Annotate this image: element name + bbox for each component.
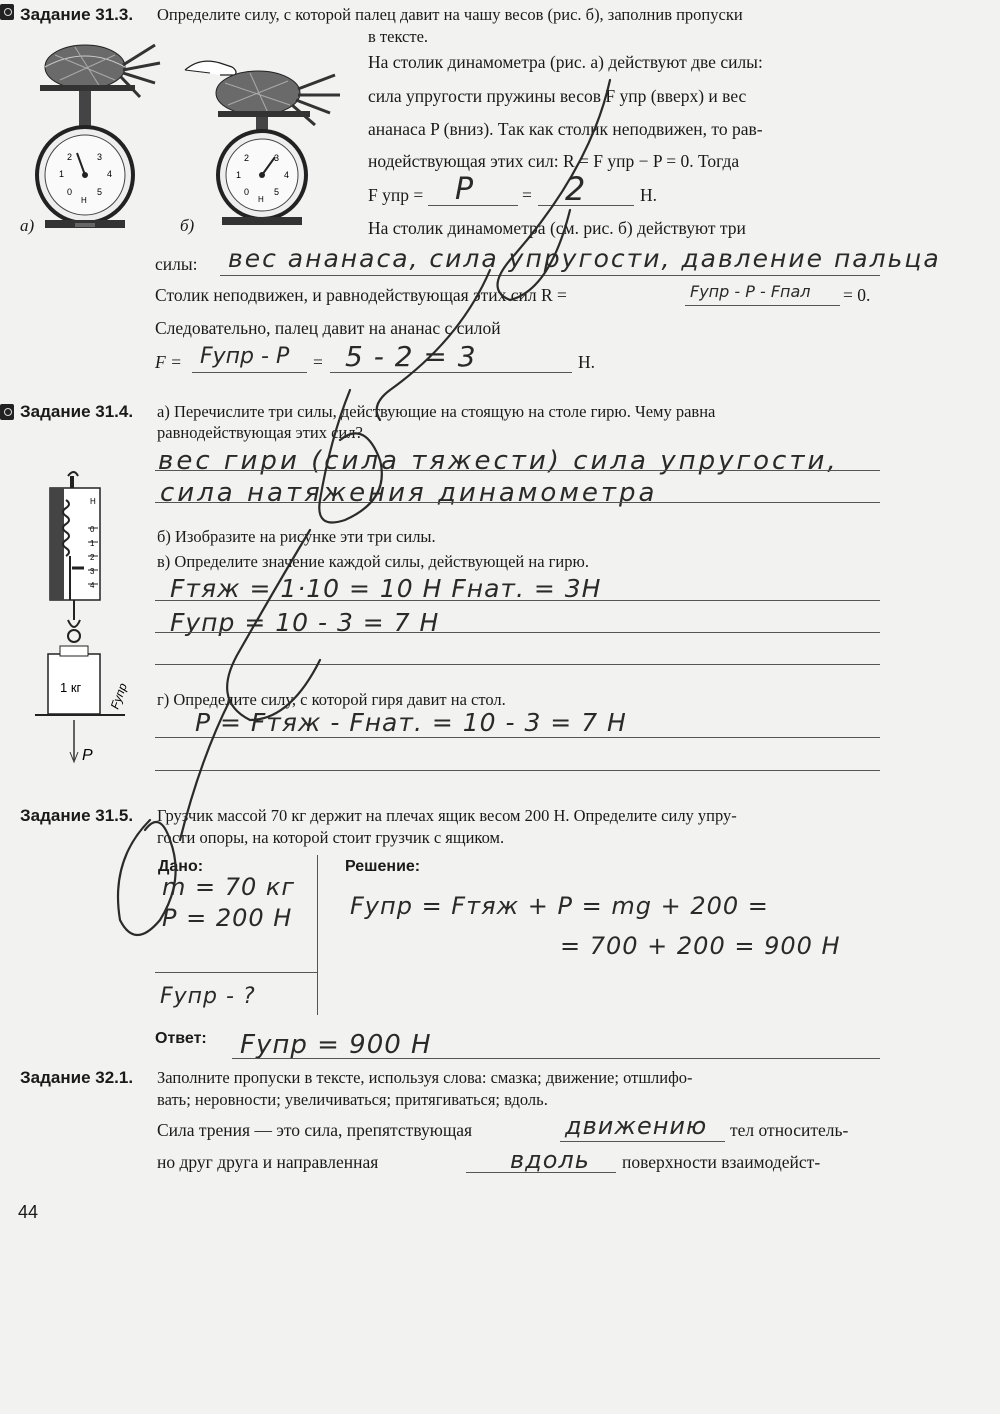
v-answer2: Fупр = 10 - 3 = 7 Н (170, 608, 440, 637)
svg-text:4: 4 (284, 170, 290, 180)
fupr-answer2: 2 (565, 170, 587, 208)
fig-fupr-label: Fупр (107, 681, 130, 712)
task-31-5-line1: Грузчик массой 70 кг держит на плечах ящик весом 200 Н. Определите силу упру- (157, 806, 737, 825)
scale-mark: Н (90, 497, 96, 506)
scale-mark: 1 (90, 539, 95, 548)
task-31-3-prompt-line1: Определите силу, с которой палец давит на чашу весов (рис. б), заполнив пропуски (157, 5, 743, 24)
task-31-4-label: Задание 31.4. (20, 402, 134, 421)
still-line-prefix: Столик неподвижен, и равнодействующая этих сил R = (155, 285, 567, 305)
para1-line2: сила упругости пружины весов F упр (вверх) и вес (368, 86, 747, 106)
svg-text:0: 0 (244, 187, 250, 197)
task-32-1-line4-suffix: поверхности взаимодейст- (622, 1152, 821, 1172)
task-31-3-prompt-line2: в тексте. (368, 27, 429, 46)
solution-line1: Fупр = Fтяж + P = mg + 200 = (350, 892, 769, 920)
scale-mark: 3 (90, 567, 95, 576)
f-eq: = (313, 352, 323, 372)
page-number: 44 (18, 1202, 39, 1222)
para1-line4: нодействующая этих сил: R = F упр − P = 0. Тогда (368, 151, 740, 171)
g-line: г) Определите силу, с которой гиря давит на стол. (157, 690, 506, 709)
teacher-grade-text: Отлично (90, 60, 94, 61)
answer-label: Ответ: (155, 1030, 207, 1047)
task-31-4-a-line1: а) Перечислите три силы, действующие на стоящую на столе гирю. Чему равна (157, 402, 716, 421)
task-31-3-label: Задание 31.3. (20, 5, 134, 24)
svg-text:2: 2 (244, 153, 250, 163)
task-32-1-line3-prefix: Сила трения — это сила, препятствующая (157, 1120, 473, 1140)
f-answer2: 5 - 2 = 3 (345, 340, 477, 373)
v-answer1: Fтяж = 1·10 = 10 Н Fнат. = 3Н (170, 574, 602, 603)
task-31-4-a-line2: равнодействующая этих сил? (157, 423, 363, 442)
svg-text:5: 5 (274, 187, 280, 197)
svg-text:Н: Н (258, 195, 264, 204)
svg-text:4: 4 (107, 169, 113, 179)
answer-value: Fупр = 900 Н (240, 1030, 432, 1060)
task-marker-icon (0, 4, 14, 20)
task-32-1-line4-prefix: но друг друга и направленная (157, 1152, 379, 1172)
given-label: Дано: (158, 858, 204, 875)
f-prefix: F = (155, 352, 182, 372)
fupr-unit: Н. (640, 185, 658, 205)
para1-line1: На столик динамометра (рис. а) действуют две силы: (368, 52, 763, 72)
task-31-5-line2: гости опоры, на которой стоит грузчик с ящиком. (157, 828, 505, 847)
weight-label: 1 кг (60, 680, 82, 695)
v-line: в) Определите значение каждой силы, действующей на гирю. (157, 552, 589, 571)
para1-line3: ананаса P (вниз). Так как столик неподвижен, то рав- (368, 119, 763, 139)
para2: На столик динамометра (см. рис. б) действуют три (368, 218, 746, 238)
scale-mark: 0 (90, 525, 95, 534)
svg-text:1: 1 (59, 169, 65, 179)
forces-prefix: силы: (155, 254, 198, 274)
find-fupr: Fупр - ? (160, 984, 256, 1009)
svg-text:2: 2 (67, 152, 73, 162)
scale-mark: 4 (90, 581, 95, 590)
svg-text:5: 5 (97, 187, 103, 197)
f-unit: Н. (578, 352, 596, 372)
fupr-answer1: P (455, 172, 475, 207)
g-answer: P = Fтяж - Fнат. = 10 - 3 = 7 Н (195, 708, 627, 737)
b-line: б) Изобразите на рисунке эти три силы. (157, 527, 436, 546)
task-32-1-line3-suffix: тел относитель- (730, 1120, 849, 1140)
scale-mark: 2 (90, 553, 95, 562)
fupr-prefix: F упр = (368, 185, 424, 205)
fupr-eq: = (522, 185, 532, 205)
fig-p-label: P (82, 747, 93, 764)
f-answer1: Fупр - P (200, 344, 290, 369)
still-line-answer: Fупр - P - Fпал (690, 282, 811, 301)
a-answer1: вес гири (сила тяжести) сила упругости, (158, 446, 839, 476)
teacher-grade-mark (90, 60, 710, 960)
svg-text:Н: Н (81, 196, 87, 205)
task-32-1-label: Задание 32.1. (20, 1068, 134, 1087)
task-marker-icon (0, 404, 14, 420)
figure-a-label: а) (20, 216, 35, 235)
figure-b-label: б) (180, 216, 195, 235)
still-line-suffix: = 0. (843, 285, 871, 305)
svg-text:1: 1 (236, 170, 242, 180)
task-32-1-line1: Заполните пропуски в тексте, используя слова: смазка; движение; отшлифо- (157, 1068, 693, 1087)
svg-text:3: 3 (274, 153, 280, 163)
task-32-1-line3-answer: движению (565, 1112, 708, 1140)
a-answer2: сила натяжения динамометра (160, 478, 658, 508)
task-31-5-label: Задание 31.5. (20, 806, 134, 825)
task-32-1-line2: вать; неровности; увеличиваться; притягиваться; вдоль. (157, 1090, 548, 1109)
svg-text:0: 0 (67, 187, 73, 197)
solution-label: Решение: (345, 858, 421, 875)
given-p: P = 200 Н (162, 904, 293, 932)
conclusion: Следовательно, палец давит на ананас с силой (155, 318, 501, 338)
given-m: m = 70 кг (162, 873, 296, 901)
svg-text:3: 3 (97, 152, 103, 162)
task-32-1-line4-answer: вдоль (510, 1146, 590, 1174)
forces-answer: вес ананаса, сила упругости, давление пальца (228, 244, 941, 273)
solution-line2: = 700 + 200 = 900 Н (560, 932, 841, 960)
